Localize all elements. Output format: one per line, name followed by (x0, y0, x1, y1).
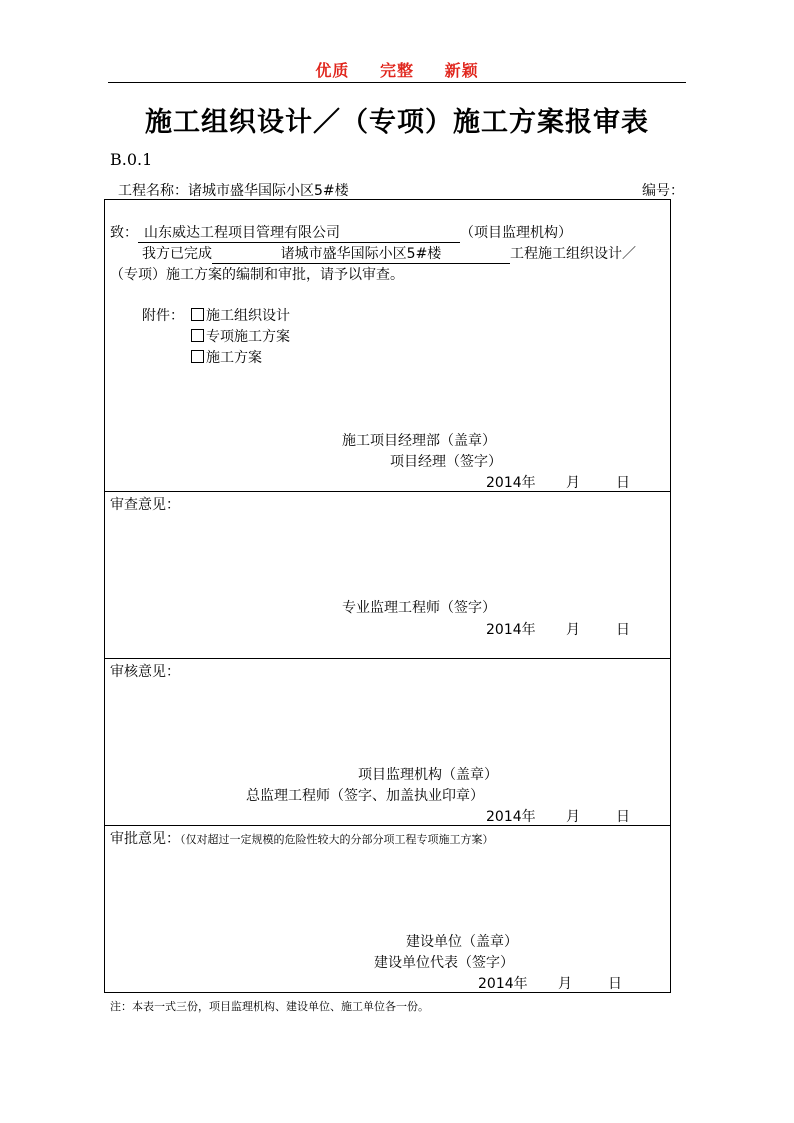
contractor-seal-label: 施工项目经理部（盖章） (342, 433, 496, 449)
date-day: 日 (616, 622, 630, 638)
completion-suffix: 工程施工组织设计／ (510, 246, 636, 262)
approval-scope-note: （仅对超过一定规模的危险性较大的分部分项工程专项施工方案） (180, 833, 494, 846)
row-divider-1 (104, 491, 671, 492)
date-day: 日 (608, 976, 622, 992)
form-code: B.0.1 (110, 150, 153, 169)
date-day: 日 (616, 475, 630, 491)
completion-row (142, 243, 636, 264)
attachment-option-2[interactable] (191, 326, 290, 346)
page-title: 施工组织设计／（专项）施工方案报审表 (145, 107, 649, 138)
header-divider (108, 82, 686, 83)
review-opinion-label: 审查意见： (110, 497, 180, 513)
project-name-row (118, 180, 349, 200)
checkbox-icon[interactable] (191, 350, 204, 363)
completion-prefix: 我方已完成 (142, 246, 212, 262)
supervision-org-name: 山东威达工程项目管理有限公司 (138, 222, 460, 243)
engineer-sign-label: 专业监理工程师（签字） (342, 600, 496, 616)
slogan-word-3: 新颖 (444, 61, 479, 80)
chief-engineer-sign-label: 总监理工程师（签字、加盖执业印章） (246, 788, 484, 804)
date-day: 日 (616, 809, 630, 825)
footer-note: 注：本表一式三份，项目监理机构、建设单位、施工单位各一份。 (110, 1000, 429, 1013)
attachment-option-label: 施工方案 (206, 350, 262, 366)
slogan-word-2: 完整 (379, 61, 414, 80)
date-year: 2014年 (486, 622, 536, 638)
checkbox-icon[interactable] (191, 308, 204, 321)
date-month: 月 (558, 976, 572, 992)
attachment-option-1[interactable] (191, 305, 290, 325)
row-divider-2 (104, 658, 671, 659)
project-label: 工程名称： (118, 183, 188, 199)
date-month: 月 (566, 475, 580, 491)
attachment-option-label: 专项施工方案 (206, 329, 290, 345)
completed-project-name: 诸城市盛华国际小区5#楼 (212, 243, 510, 264)
owner-seal-label: 建设单位（盖章） (406, 934, 518, 950)
date-year: 2014年 (486, 475, 536, 491)
row-divider-3 (104, 825, 671, 826)
owner-rep-sign-label: 建设单位代表（签字） (374, 955, 514, 971)
date-year: 2014年 (486, 809, 536, 825)
date-month: 月 (566, 809, 580, 825)
addressee-row (110, 222, 572, 243)
audit-opinion-label: 审核意见： (110, 664, 180, 680)
project-name: 诸城市盛华国际小区5#楼 (188, 183, 349, 199)
attachment-label: 附件： (142, 308, 184, 324)
supervision-seal-label: 项目监理机构（盖章） (358, 767, 498, 783)
project-manager-sign-label: 项目经理（签字） (390, 454, 502, 470)
to-label: 致： (110, 225, 138, 241)
approval-opinion-row (110, 828, 494, 848)
approval-opinion-label: 审批意见： (110, 831, 180, 847)
date-month: 月 (566, 622, 580, 638)
slogan-word-1: 优质 (315, 61, 350, 80)
completion-text-line3: （专项）施工方案的编制和审批，请予以审查。 (110, 267, 404, 283)
date-year: 2014年 (478, 976, 528, 992)
review-form-table (104, 199, 671, 993)
supervision-org-role: （项目监理机构） (460, 225, 572, 241)
attachment-option-3[interactable] (191, 347, 262, 367)
checkbox-icon[interactable] (191, 329, 204, 342)
slogan (0, 58, 794, 81)
attachment-option-label: 施工组织设计 (206, 308, 290, 324)
number-label: 编号： (642, 183, 684, 199)
